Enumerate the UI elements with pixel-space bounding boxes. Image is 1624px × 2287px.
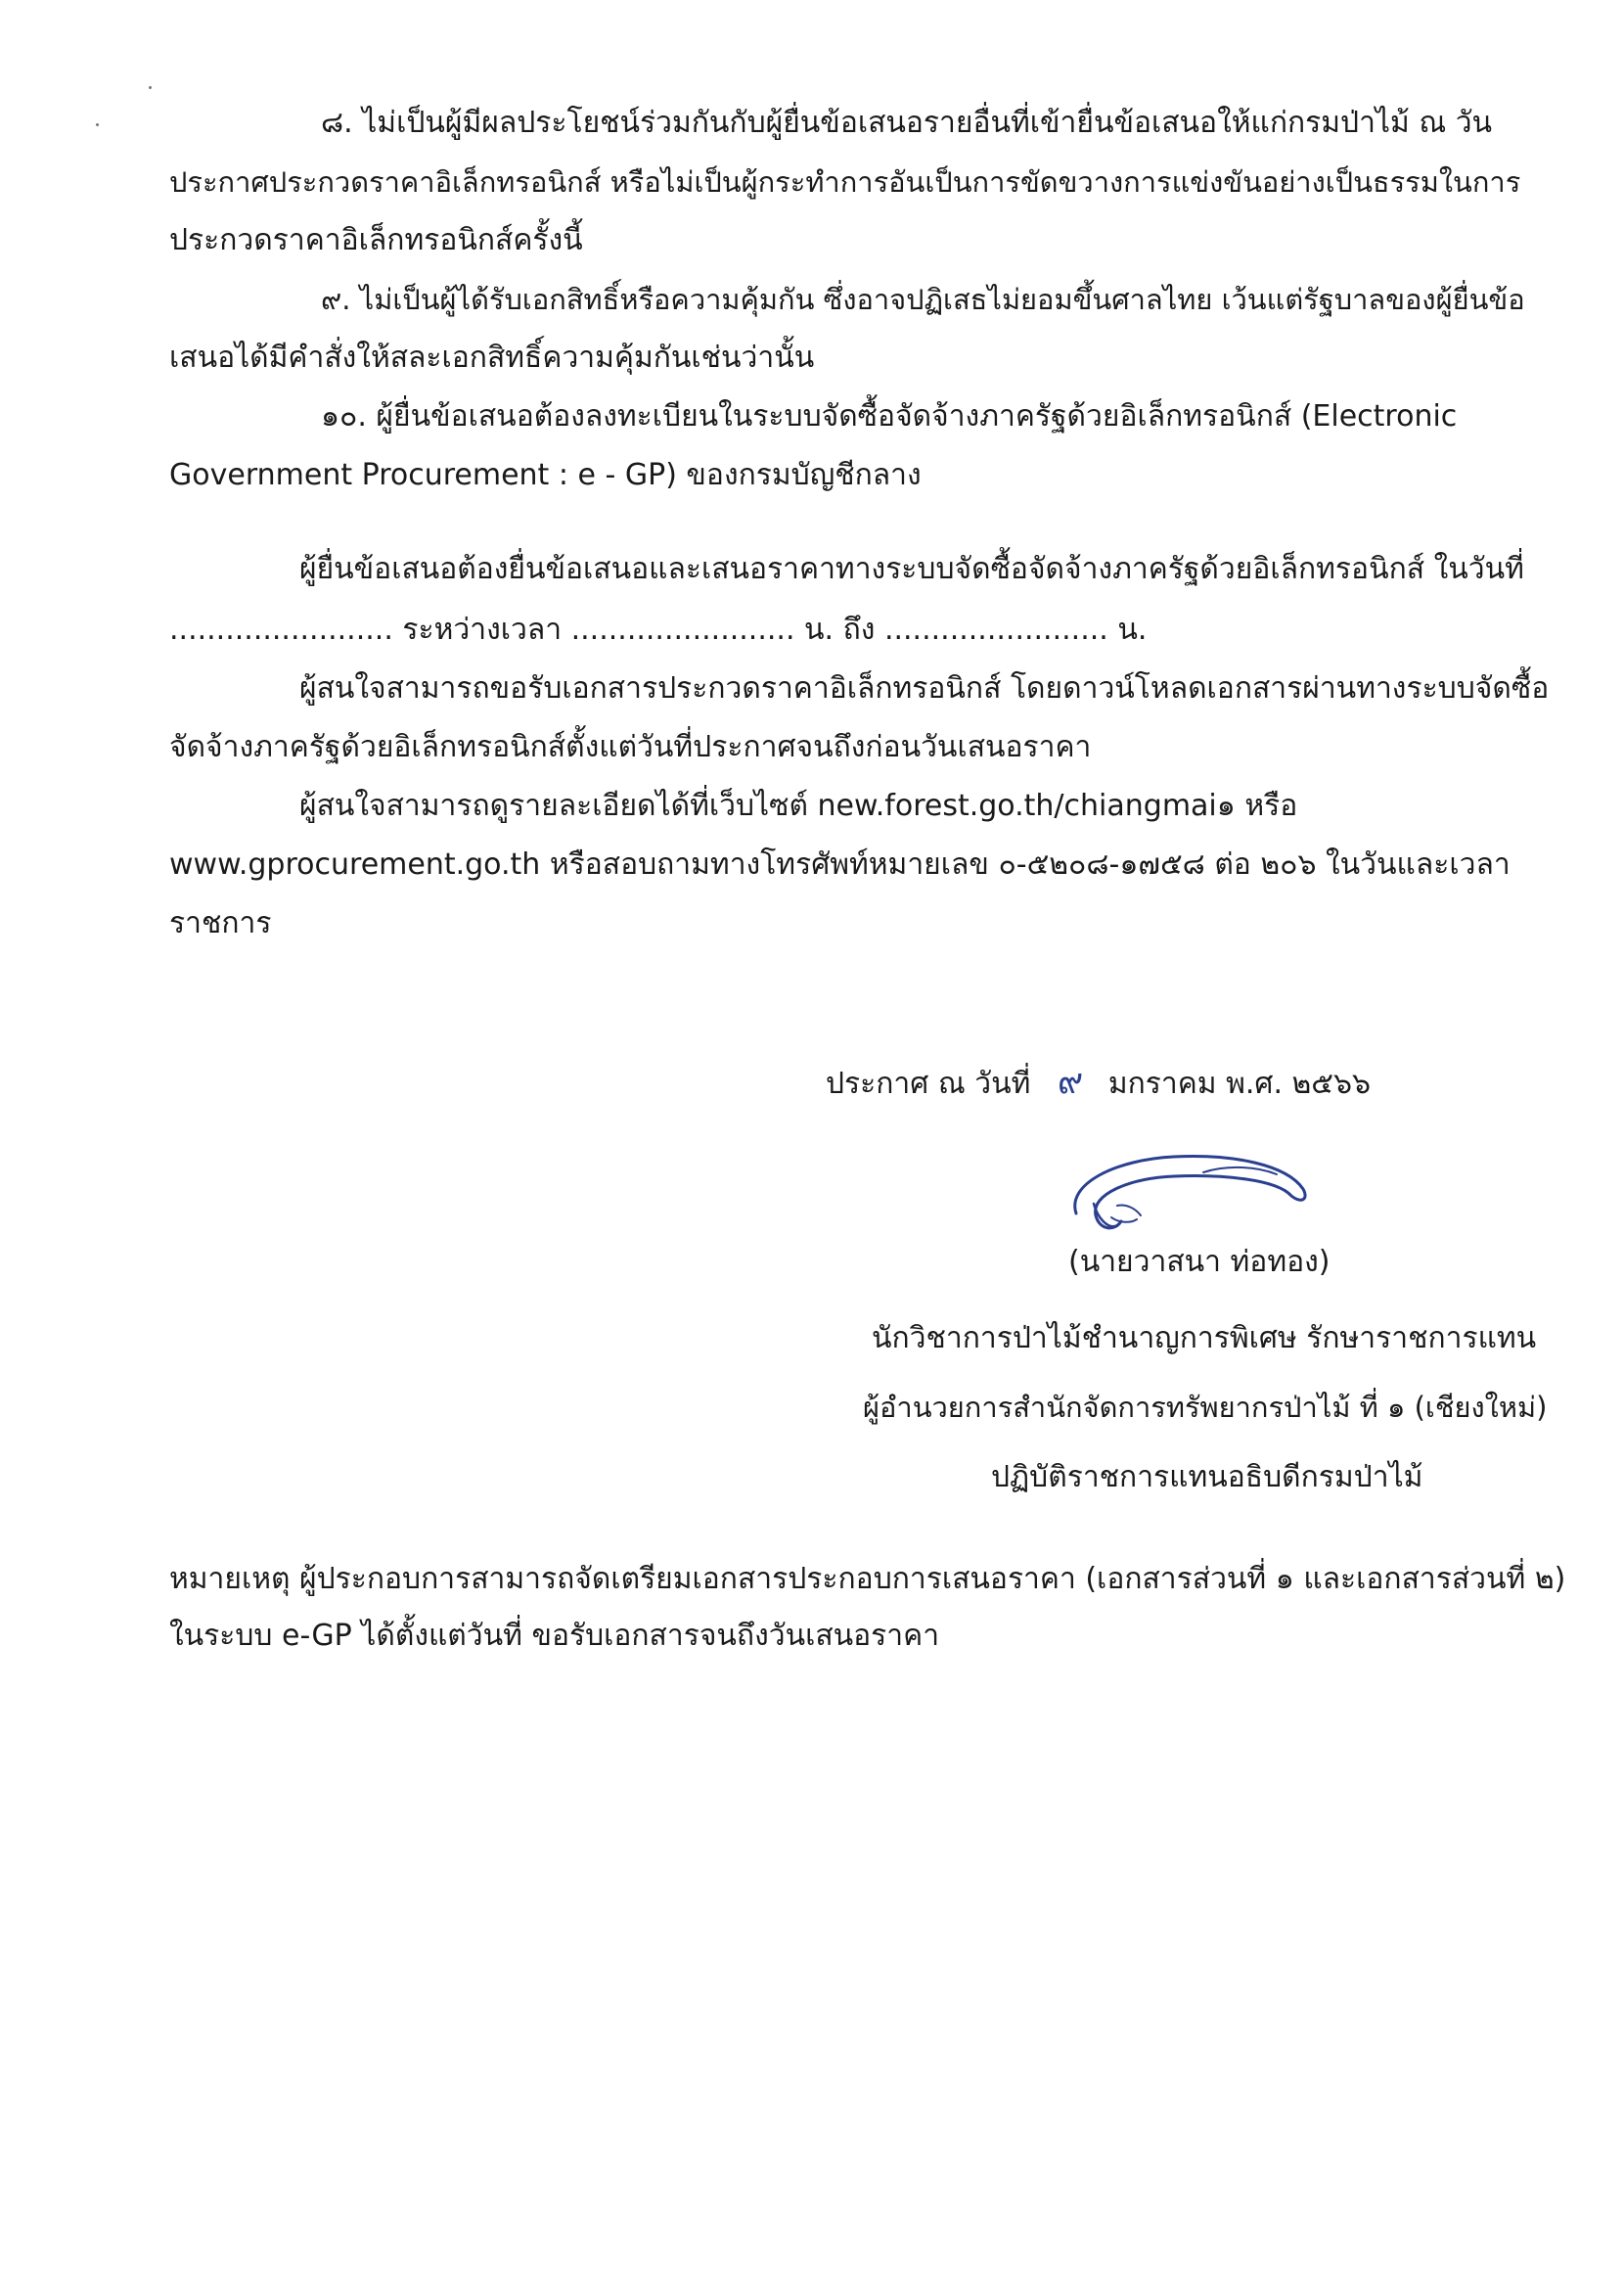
scan-speck bbox=[96, 123, 99, 126]
download-line-1: ผู้สนใจสามารถขอรับเอกสารประกวดราคาอิเล็กทรอนิกส์ โดยดาวน์โหลดเอกสารผ่านทางระบบจัดซื้อ bbox=[299, 671, 1550, 706]
download-line-2: จัดจ้างภาครัฐด้วยอิเล็กทรอนิกส์ตั้งแต่วันที่ประกาศจนถึงก่อนวันเสนอราคา bbox=[169, 730, 1092, 764]
clause-8-line-2: ประกาศประกวดราคาอิเล็กทรอนิกส์ หรือไม่เป็นผู้กระทำการอันเป็นการขัดขวางการแข่งขันอย่างเป็นธรรมในการ bbox=[169, 165, 1521, 199]
note-line-2: ในระบบ e-GP ได้ตั้งแต่วันที่ ขอรับเอกสารจนถึงวันเสนอราคา bbox=[169, 1619, 940, 1653]
submission-line-2: ........................ ระหว่างเวลา ........................ น. ถึง ........................ น. bbox=[169, 613, 1148, 647]
clause-10-line-2: Government Procurement : e - GP) ของกรมบัญชีกลาง bbox=[169, 458, 922, 492]
contact-line-1: ผู้สนใจสามารถดูรายละเอียดได้ที่เว็บไซต์ new.forest.go.th/chiangmai๑ หรือ bbox=[299, 789, 1298, 823]
signatory-title-2: ผู้อำนวยการสำนักจัดการทรัพยากรป่าไม้ ที่ ๑ (เชียงใหม่) bbox=[863, 1391, 1548, 1424]
clause-9-line-1: ๙. ไม่เป็นผู้ได้รับเอกสิทธิ์หรือความคุ้มกัน ซึ่งอาจปฏิเสธไม่ยอมขึ้นศาลไทย เว้นแต่รัฐบาลของผู้ยื่นข้อ bbox=[321, 283, 1525, 316]
clause-9-line-2: เสนอได้มีคำสั่งให้สละเอกสิทธิ์ความคุ้มกันเช่นว่านั้น bbox=[169, 341, 815, 375]
signature-icon bbox=[1057, 1135, 1321, 1253]
signatory-title-3: ปฏิบัติราชการแทนอธิบดีกรมป่าไม้ bbox=[991, 1460, 1423, 1494]
announcement-date-suffix: มกราคม พ.ศ. ๒๕๖๖ bbox=[1107, 1067, 1372, 1101]
announcement-day: ๙ bbox=[1057, 1062, 1084, 1102]
signatory-name: (นายวาสนา ท่อทอง) bbox=[1068, 1245, 1331, 1279]
submission-line-1: ผู้ยื่นข้อเสนอต้องยื่นข้อเสนอและเสนอราคาทางระบบจัดซื้อจัดจ้างภาครัฐด้วยอิเล็กทรอนิกส์ ในวันที่ bbox=[299, 552, 1524, 586]
clause-8-line-3: ประกวดราคาอิเล็กทรอนิกส์ครั้งนี้ bbox=[169, 223, 583, 257]
announcement-date-prefix: ประกาศ ณ วันที่ bbox=[826, 1067, 1031, 1101]
clause-10-line-1: ๑๐. ผู้ยื่นข้อเสนอต้องลงทะเบียนในระบบจัดซื้อจัดจ้างภาครัฐด้วยอิเล็กทรอนิกส์ (Electronic bbox=[321, 399, 1458, 434]
contact-line-2: www.gprocurement.go.th หรือสอบถามทางโทรศัพท์หมายเลข ๐-๕๒๐๘-๑๗๕๘ ต่อ ๒๐๖ ในวันและเวลา bbox=[169, 847, 1511, 882]
signatory-title-1: นักวิชาการป่าไม้ชำนาญการพิเศษ รักษาราชการแทน bbox=[872, 1321, 1537, 1355]
note-line-1: หมายเหตุ ผู้ประกอบการสามารถจัดเตรียมเอกสารประกอบการเสนอราคา (เอกสารส่วนที่ ๑ และเอกสารส่วนที่ ๒) bbox=[169, 1562, 1566, 1596]
clause-8-line-1: ๘. ไม่เป็นผู้มีผลประโยชน์ร่วมกันกับผู้ยื่นข้อเสนอรายอื่นที่เข้ายื่นข้อเสนอให้แก่กรมป่าไม้ ณ วัน bbox=[321, 106, 1493, 140]
contact-line-3: ราชการ bbox=[169, 906, 272, 940]
announcement-date bbox=[826, 1063, 1371, 1104]
scan-speck bbox=[149, 86, 152, 89]
